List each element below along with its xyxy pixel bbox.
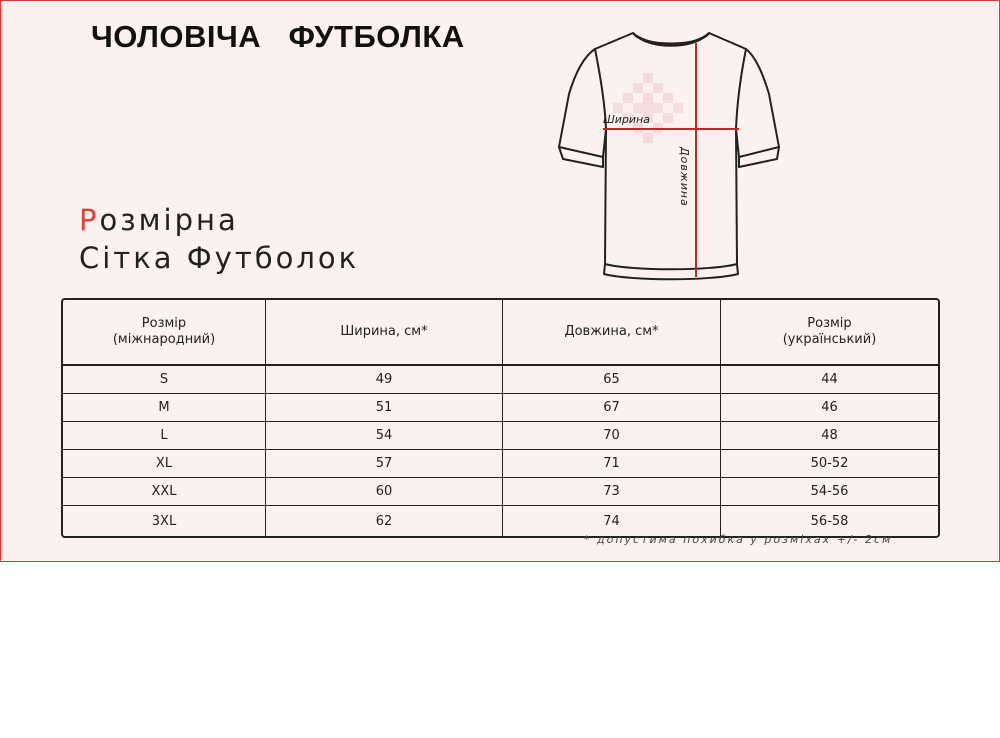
table-row (63, 506, 938, 536)
header-length (503, 300, 721, 366)
cell-size-intl: XXL (63, 478, 266, 506)
cell-width: 49 (266, 366, 503, 394)
cell-width: 62 (266, 506, 503, 536)
table-row (63, 394, 938, 422)
header-text: Ширина, см* (340, 324, 428, 339)
cell-size-intl: 3XL (63, 506, 266, 536)
header-text: Довжина, см* (564, 324, 659, 339)
cell-width: 57 (266, 450, 503, 478)
cell-width: 54 (266, 422, 503, 450)
cell-length: 67 (503, 394, 721, 422)
heading-accent-letter: Р (79, 203, 100, 237)
tolerance-footnote: * допустима похибка у розміхах +/- 2см (584, 533, 893, 546)
length-label: Довжина (678, 147, 691, 207)
header-subtext: (міжнародний) (112, 332, 216, 347)
cell-size-intl: S (63, 366, 266, 394)
header-size-intl (63, 300, 266, 366)
heading-line-2: Сітка Футболок (79, 241, 360, 275)
heading-line-1 (79, 201, 359, 239)
header-width (266, 300, 503, 366)
cell-size-ua: 48 (721, 422, 938, 450)
tshirt-outline (559, 33, 779, 269)
section-heading (79, 201, 359, 277)
header-subtext: (український) (782, 332, 877, 347)
cell-size-intl: XL (63, 450, 266, 478)
cell-length: 65 (503, 366, 721, 394)
header-size-ua (721, 300, 938, 366)
cell-length: 70 (503, 422, 721, 450)
cell-width: 60 (266, 478, 503, 506)
cell-length: 74 (503, 506, 721, 536)
cell-size-ua: 46 (721, 394, 938, 422)
cell-length: 71 (503, 450, 721, 478)
cell-size-ua: 44 (721, 366, 938, 394)
cell-size-ua: 50-52 (721, 450, 938, 478)
cell-size-intl: M (63, 394, 266, 422)
table-row (63, 478, 938, 506)
header-text: Розмір (807, 316, 852, 331)
table-row (63, 422, 938, 450)
table-row (63, 450, 938, 478)
cell-width: 51 (266, 394, 503, 422)
heading-line-1-rest: озмірна (99, 203, 239, 237)
header-text: Розмір (141, 316, 187, 331)
cell-size-ua: 56-58 (810, 513, 849, 529)
cell-size-ua: 54-56 (721, 478, 938, 506)
cell-size-intl: L (63, 422, 266, 450)
table-row (63, 366, 938, 394)
page-title: ЧОЛОВІЧА ФУТБОЛКА (91, 19, 465, 54)
table-header-row (63, 300, 938, 366)
tshirt-diagram (541, 19, 801, 284)
size-table (61, 298, 940, 538)
width-label: Ширина (603, 113, 650, 126)
cell-length: 73 (503, 478, 721, 506)
